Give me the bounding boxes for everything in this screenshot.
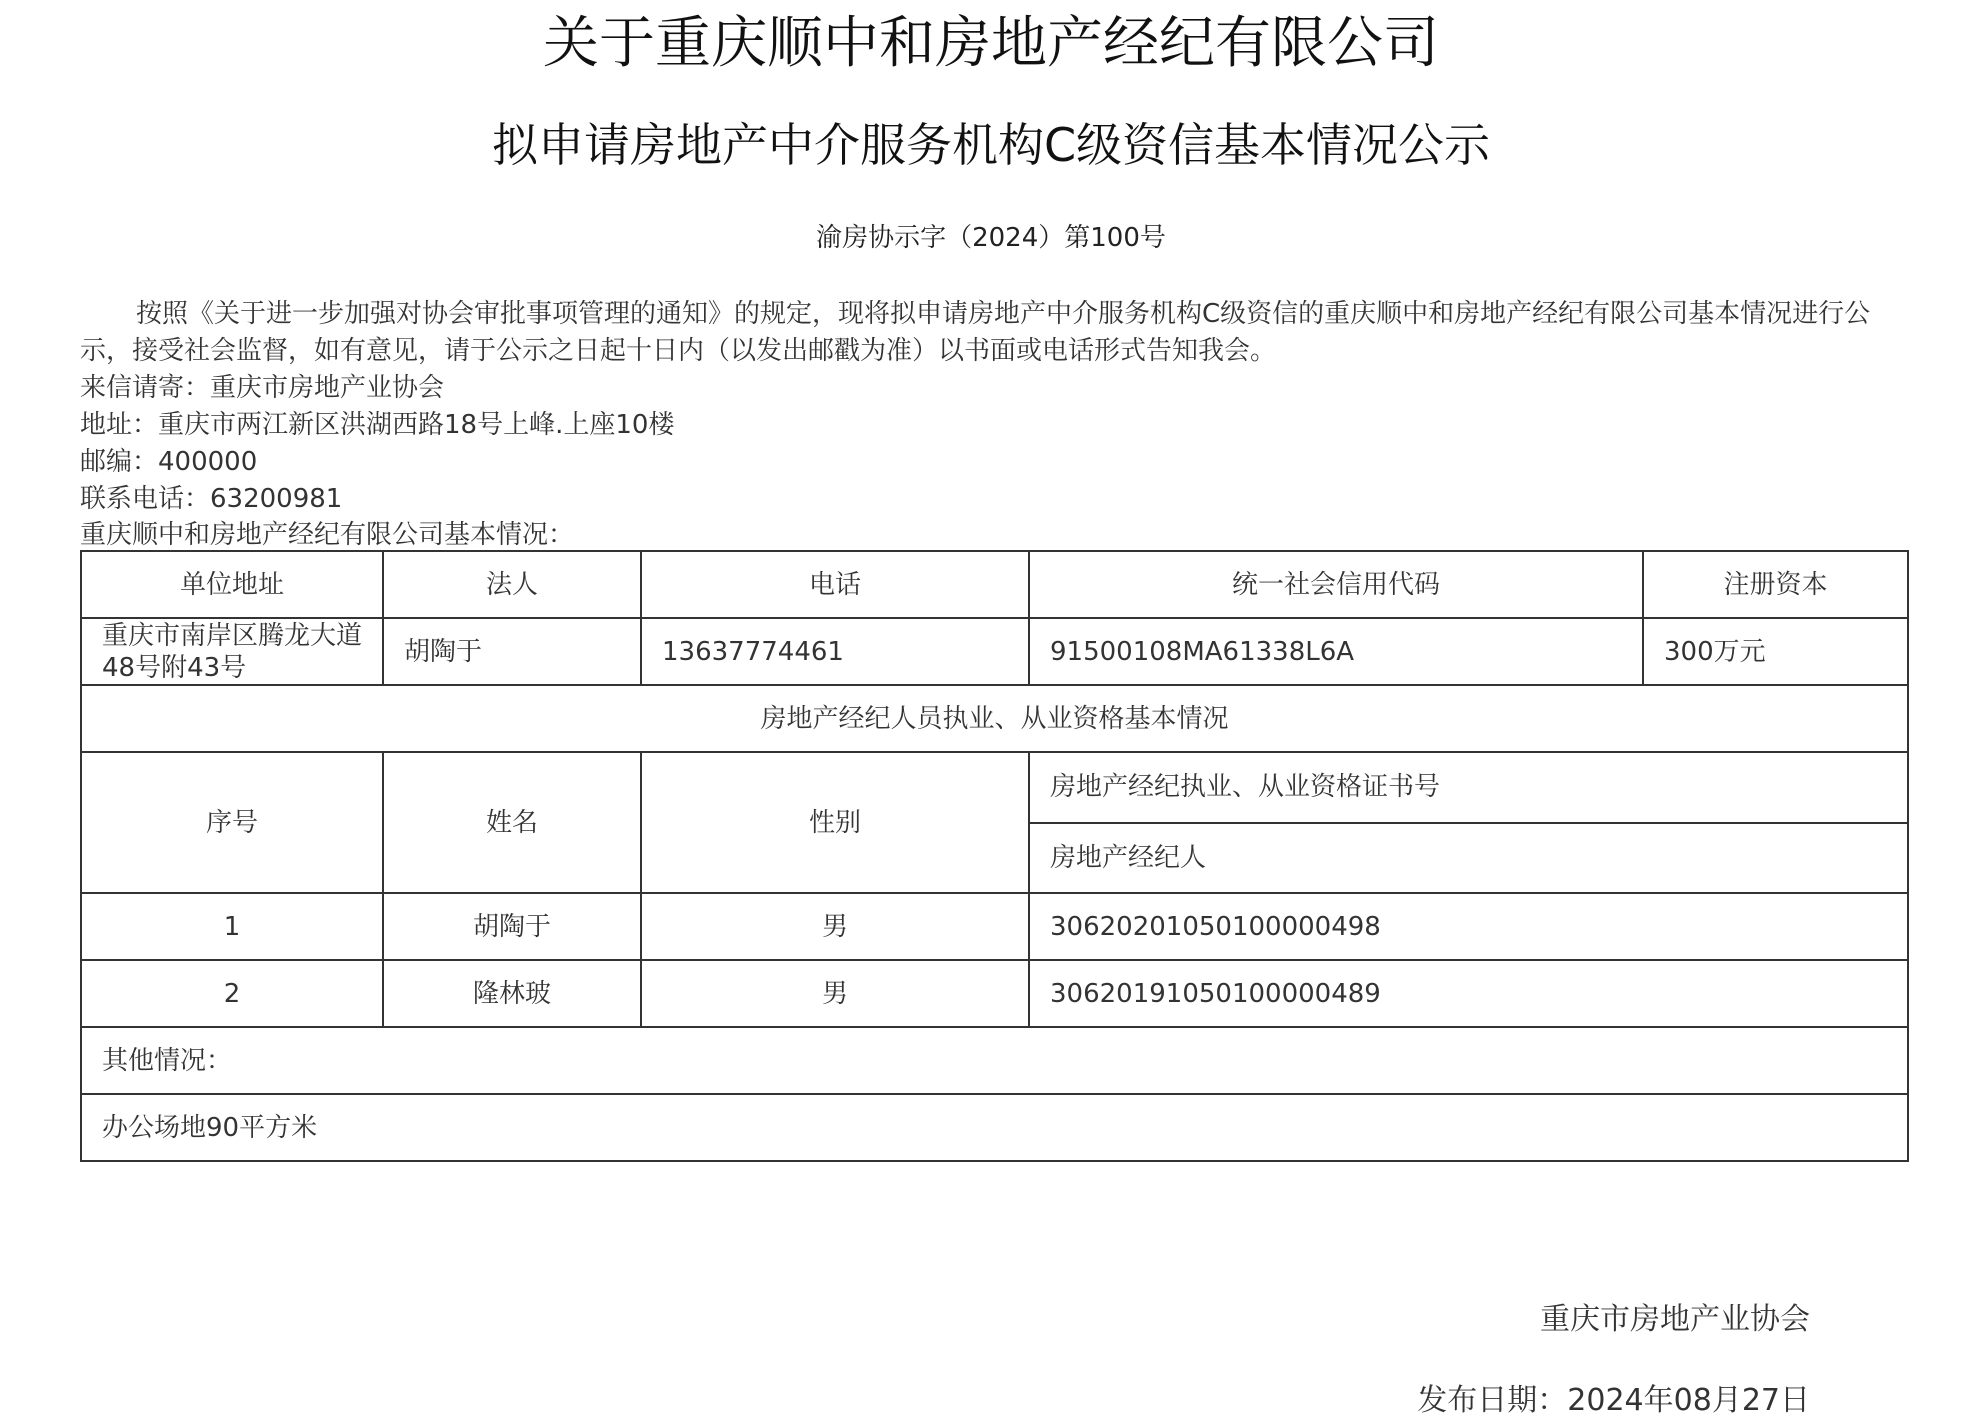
header-index: 序号	[81, 752, 383, 893]
agent-index: 1	[81, 893, 383, 960]
agents-header-row-1	[81, 752, 1908, 823]
agent-index: 2	[81, 960, 383, 1027]
other-value-row	[81, 1094, 1908, 1161]
agents-section-row	[81, 685, 1908, 752]
header-name: 姓名	[383, 752, 641, 893]
page-title: 关于重庆顺中和房地产经纪有限公司	[543, 11, 1439, 76]
other-label-row	[81, 1027, 1908, 1094]
footer-publish-date: 发布日期：2024年08月27日	[1417, 1383, 1810, 1418]
phone-line: 联系电话：63200981	[80, 484, 343, 514]
intro-paragraph: 按照《关于进一步加强对协会审批事项管理的通知》的规定，现将拟申请房地产中介服务机构C级资信的重庆顺中和房地产经纪有限公司基本情况进行公示，接受社会监督，如有意见，请于公示之日起十日内（以发出邮戳为准）以书面或电话形式告知我会。	[80, 299, 1871, 366]
info-table-wrap	[80, 550, 1907, 1162]
header-credit-code: 统一社会信用代码	[1029, 551, 1643, 618]
company-header-row	[81, 551, 1908, 618]
page-subtitle: 拟申请房地产中介服务机构C级资信基本情况公示	[491, 118, 1491, 172]
other-label: 其他情况：	[81, 1027, 1908, 1094]
mail-to-line: 来信请寄：重庆市房地产业协会	[80, 373, 445, 403]
agent-certificate: 30620191050100000489	[1029, 960, 1908, 1027]
agent-certificate: 30620201050100000498	[1029, 893, 1908, 960]
company-legal-person: 胡陶于	[383, 618, 641, 685]
header-certificate: 房地产经纪执业、从业资格证书号	[1029, 752, 1908, 823]
document-number: 渝房协示字（2024）第100号	[816, 223, 1166, 253]
table-row	[81, 893, 1908, 960]
agent-gender: 男	[641, 960, 1029, 1027]
company-address: 重庆市南岸区腾龙大道48号附43号	[81, 618, 383, 685]
header-capital: 注册资本	[1643, 551, 1908, 618]
info-table	[80, 550, 1909, 1162]
postcode-line: 邮编：400000	[80, 447, 258, 477]
table-row	[81, 960, 1908, 1027]
other-value: 办公场地90平方米	[81, 1094, 1908, 1161]
header-gender: 性别	[641, 752, 1029, 893]
header-address: 单位地址	[81, 551, 383, 618]
company-capital: 300万元	[1643, 618, 1908, 685]
company-credit-code: 91500108MA61338L6A	[1029, 618, 1643, 685]
agent-name: 胡陶于	[383, 893, 641, 960]
company-phone: 13637774461	[641, 618, 1029, 685]
header-legal-person: 法人	[383, 551, 641, 618]
footer-organization: 重庆市房地产业协会	[1540, 1302, 1810, 1337]
header-phone: 电话	[641, 551, 1029, 618]
agent-gender: 男	[641, 893, 1029, 960]
agents-section-title: 房地产经纪人员执业、从业资格基本情况	[81, 685, 1908, 752]
basic-info-label: 重庆顺中和房地产经纪有限公司基本情况：	[80, 520, 575, 550]
header-role: 房地产经纪人	[1029, 823, 1908, 894]
address-line: 地址：重庆市两江新区洪湖西路18号上峰.上座10楼	[80, 410, 675, 440]
company-data-row	[81, 618, 1908, 685]
agent-name: 隆林玻	[383, 960, 641, 1027]
